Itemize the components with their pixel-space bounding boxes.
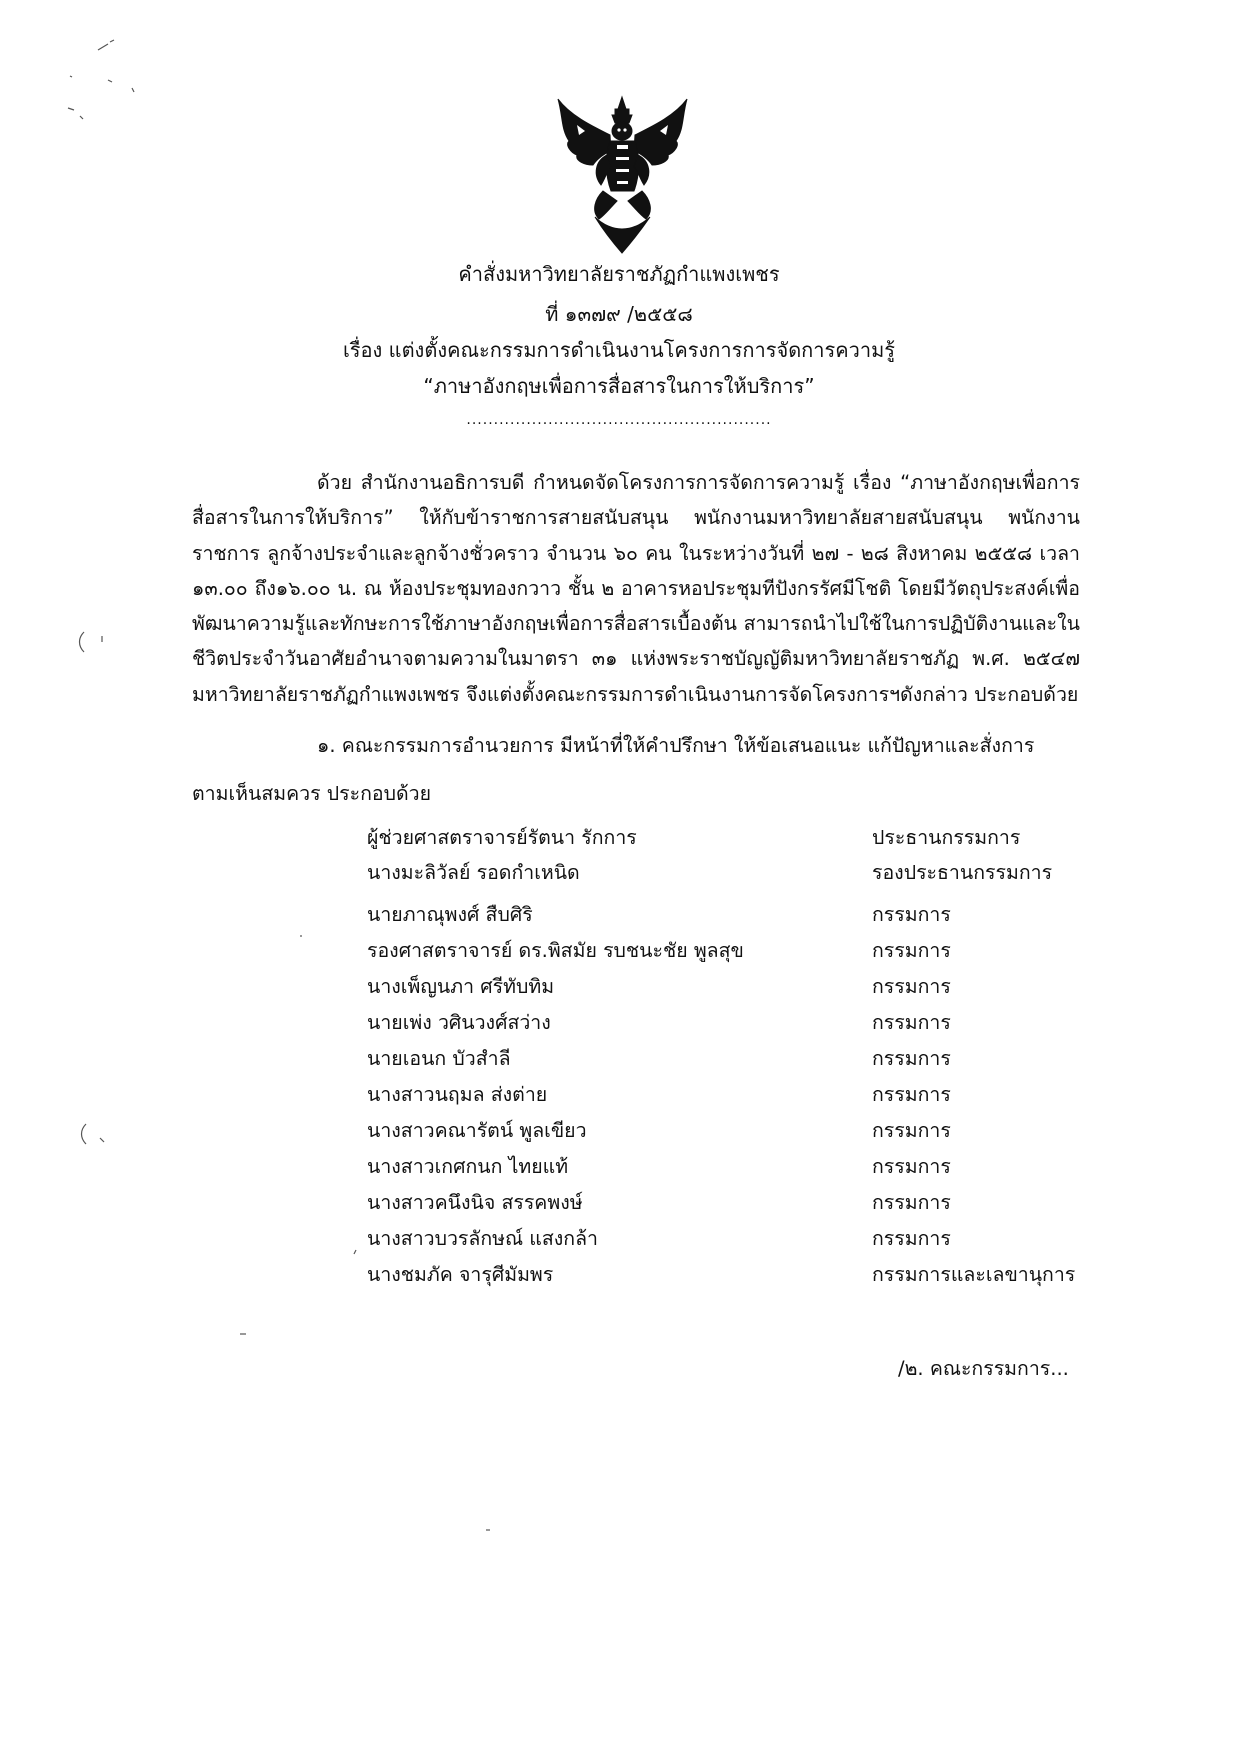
member-name: นางชมภัค จารุศีมัมพร (367, 1263, 554, 1286)
separator-dots: ........................................................ (466, 412, 772, 428)
member-name: นางเพ็ญนภา ศรีทับทิม (367, 975, 555, 998)
member-role: กรรมการ (872, 975, 951, 998)
member-name: นายภาณุพงศ์ สืบศิริ (367, 903, 533, 926)
member-role: กรรมการ (872, 1191, 951, 1214)
project-name: “ภาษาอังกฤษเพื่อการสื่อสารในการให้บริการ” (423, 374, 815, 398)
member-role: กรรมการ (872, 1047, 951, 1070)
member-row (0, 1259, 1238, 1293)
member-role: กรรมการ (872, 1155, 951, 1178)
member-row (0, 971, 1238, 1005)
member-name: นางสาวคณารัตน์ พูลเขียว (367, 1119, 587, 1142)
member-role: กรรมการ (872, 903, 951, 926)
member-row (0, 1151, 1238, 1185)
section-1-continuation: ตามเห็นสมควร ประกอบด้วย (192, 782, 431, 805)
member-name: นางสาวคนึงนิจ สรรคพงษ์ (367, 1191, 583, 1214)
member-role: กรรมการ (872, 939, 951, 962)
member-name: นางสาวเกศกนก ไทยแท้ (367, 1155, 569, 1178)
member-row (0, 899, 1238, 933)
member-row (0, 857, 1238, 891)
member-name: รองศาสตราจารย์ ดร.พิสมัย รบชนะชัย พูลสุข (367, 939, 744, 962)
member-name: นายเพ่ง วศินวงศ์สว่าง (367, 1011, 551, 1034)
member-row (0, 1115, 1238, 1149)
member-name: นางสาวนฤมล ส่งต่าย (367, 1083, 548, 1106)
member-row (0, 822, 1238, 856)
member-role: รองประธานกรรมการ (872, 861, 1053, 884)
body-paragraph (192, 465, 1080, 712)
member-row (0, 1187, 1238, 1221)
section-1-heading: ๑. คณะกรรมการอำนวยการ มีหน้าที่ให้คำปรึกษา ให้ข้อเสนอแนะ แก้ปัญหาและสั่งการ (317, 734, 1035, 757)
garuda-emblem-icon (555, 95, 690, 255)
member-role: กรรมการ (872, 1119, 951, 1142)
order-number: ที่ ๑๓๗๙ /๒๕๕๘ (545, 302, 693, 326)
member-role: กรรมการและเลขานุการ (872, 1263, 1076, 1286)
member-name: ผู้ช่วยศาสตราจารย์รัตนา รักการ (367, 826, 637, 849)
member-role: กรรมการ (872, 1011, 951, 1034)
member-role: กรรมการ (872, 1083, 951, 1106)
continuation-note: /๒. คณะกรรมการ... (898, 1357, 1069, 1380)
member-name: นางมะลิวัลย์ รอดกำเหนิด (367, 861, 580, 884)
member-row (0, 1043, 1238, 1077)
member-role: กรรมการ (872, 1227, 951, 1250)
member-role: ประธานกรรมการ (872, 826, 1021, 849)
member-name: นายเอนก บัวสำลี (367, 1047, 511, 1070)
order-subject: เรื่อง แต่งตั้งคณะกรรมการดำเนินงานโครงการการจัดการความรู้ (342, 338, 896, 362)
paragraph-text: ด้วย สำนักงานอธิการบดี กำหนดจัดโครงการการจัดการความรู้ เรื่อง “ภาษาอังกฤษเพื่อการสื่อสารในการให้บริการ” ให้กับข้าราชการสายสนับสนุน พนักงานมหาวิทยาลัยสายสนับสนุน พนักงานราชการ ลูกจ้างประจำและลูกจ้างชั่วคราว จำนวน ๖๐ คน ในระหว่างวันที่ ๒๗ - ๒๘ สิงหาคม ๒๕๕๘ เวลา ๑๓.๐๐ ถึง๑๖.๐๐ น. ณ ห้องประชุมทองกวาว ชั้น ๒ อาคารหอประชุมทีปังกรรัศมีโชติ โดยมีวัตถุประสงค์เพื่อพัฒนาความรู้และทักษะการใช้ภาษาอังกฤษเพื่อการสื่อสารเบื้องต้น สามารถนำไปใช้ในการปฏิบัติงานและในชีวิตประจำวันอาศัยอำนาจตามความในมาตรา ๓๑ แห่งพระราชบัญญัติมหาวิทยาลัยราชภัฏ พ.ศ. ๒๕๔๗ มหาวิทยาลัยราชภัฏกำแพงเพชร จึงแต่งตั้งคณะกรรมการดำเนินงานการจัดโครงการฯดังกล่าว ประกอบด้วย (192, 471, 1080, 706)
member-row (0, 935, 1238, 969)
member-row (0, 1079, 1238, 1113)
member-row (0, 1007, 1238, 1041)
member-row (0, 1223, 1238, 1257)
order-title: คำสั่งมหาวิทยาลัยราชภัฏกำแพงเพชร (458, 262, 780, 286)
member-name: นางสาวบวรลักษณ์ แสงกล้า (367, 1227, 599, 1250)
